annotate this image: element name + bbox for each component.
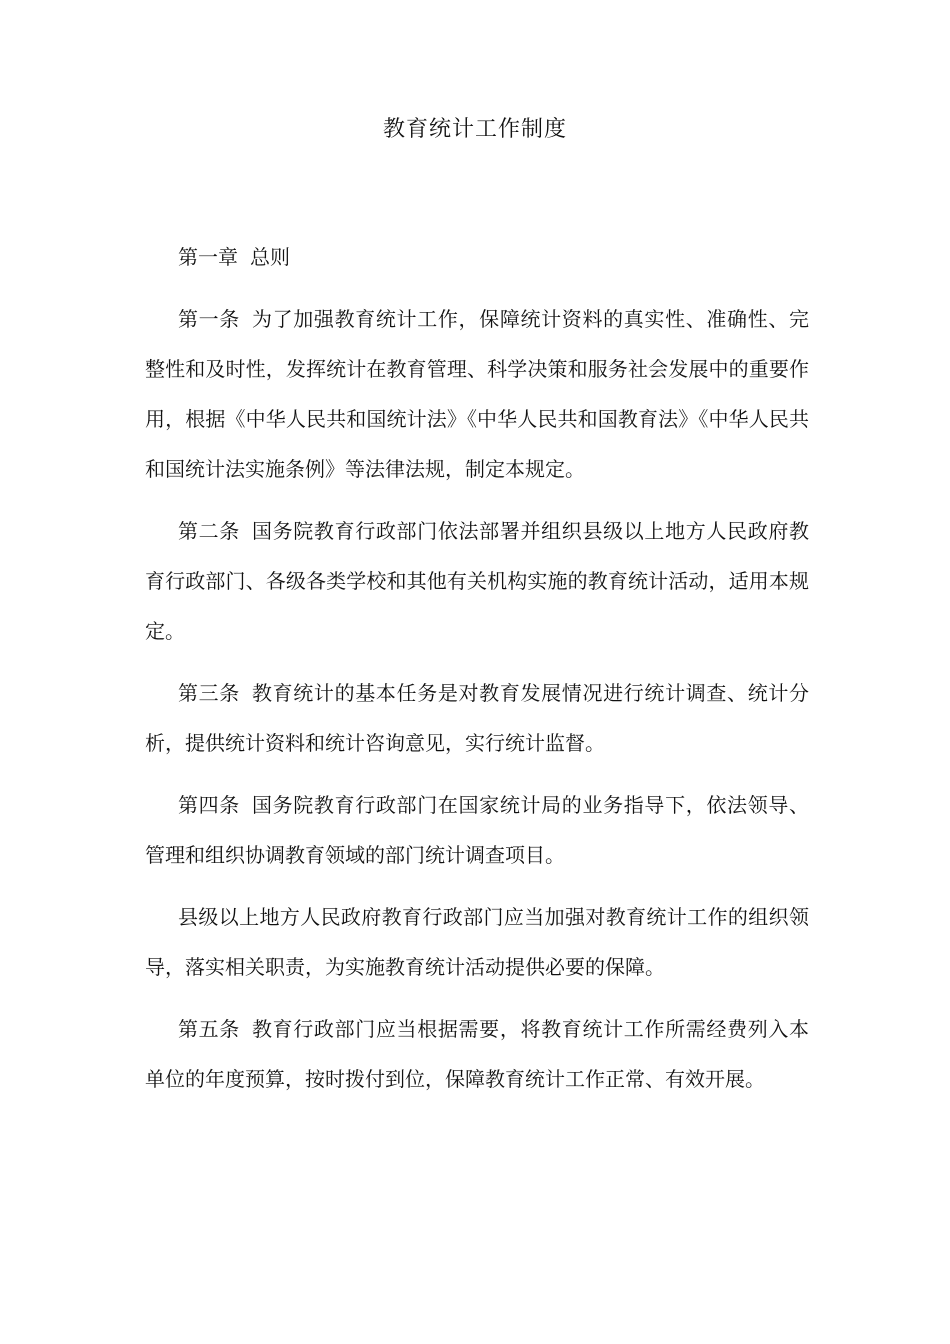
article-3: [145, 668, 809, 768]
article-5: [145, 1004, 809, 1104]
article-label: 第二条: [178, 519, 240, 543]
article-2: [145, 506, 809, 656]
article-text: 教育行政部门应当根据需要，将教育统计工作所需经费列入本单位的年度预算，按时拨付到位，保障教育统计工作正常、有效开展。: [145, 1017, 810, 1091]
article-1: [145, 294, 809, 494]
article-text: 县级以上地方人民政府教育行政部门应当加强对教育统计工作的组织领导，落实相关职责，为实施教育统计活动提供必要的保障。: [145, 905, 809, 979]
chapter-title: 总则: [250, 245, 290, 269]
article-label: 第四条: [178, 793, 240, 817]
article-4-paragraph-2: [145, 892, 809, 992]
article-text: 教育统计的基本任务是对教育发展情况进行统计调查、统计分析，提供统计资料和统计咨询意见，实行统计监督。: [145, 681, 810, 755]
article-text: 国务院教育行政部门在国家统计局的业务指导下，依法领导、管理和组织协调教育领域的部门统计调查项目。: [145, 793, 810, 867]
article-label: 第三条: [178, 681, 240, 705]
document-body: [145, 232, 809, 1116]
document-title: 教育统计工作制度: [382, 117, 567, 142]
article-label: 第五条: [178, 1017, 240, 1041]
article-text: 为了加强教育统计工作，保障统计资料的真实性、准确性、完整性和及时性，发挥统计在教育管理、科学决策和服务社会发展中的重要作用，根据《中华人民共和国统计法》《中华人民共和国教育法》《中华人民共和国统计法实施条例》等法律法规，制定本规定。: [145, 307, 810, 481]
article-label: 第一条: [178, 307, 240, 331]
chapter-heading: [145, 232, 809, 282]
article-text: 国务院教育行政部门依法部署并组织县级以上地方人民政府教育行政部门、各级各类学校和其他有关机构实施的教育统计活动，适用本规定。: [145, 519, 810, 643]
article-4: [145, 780, 809, 880]
chapter-label: 第一章: [178, 245, 238, 269]
